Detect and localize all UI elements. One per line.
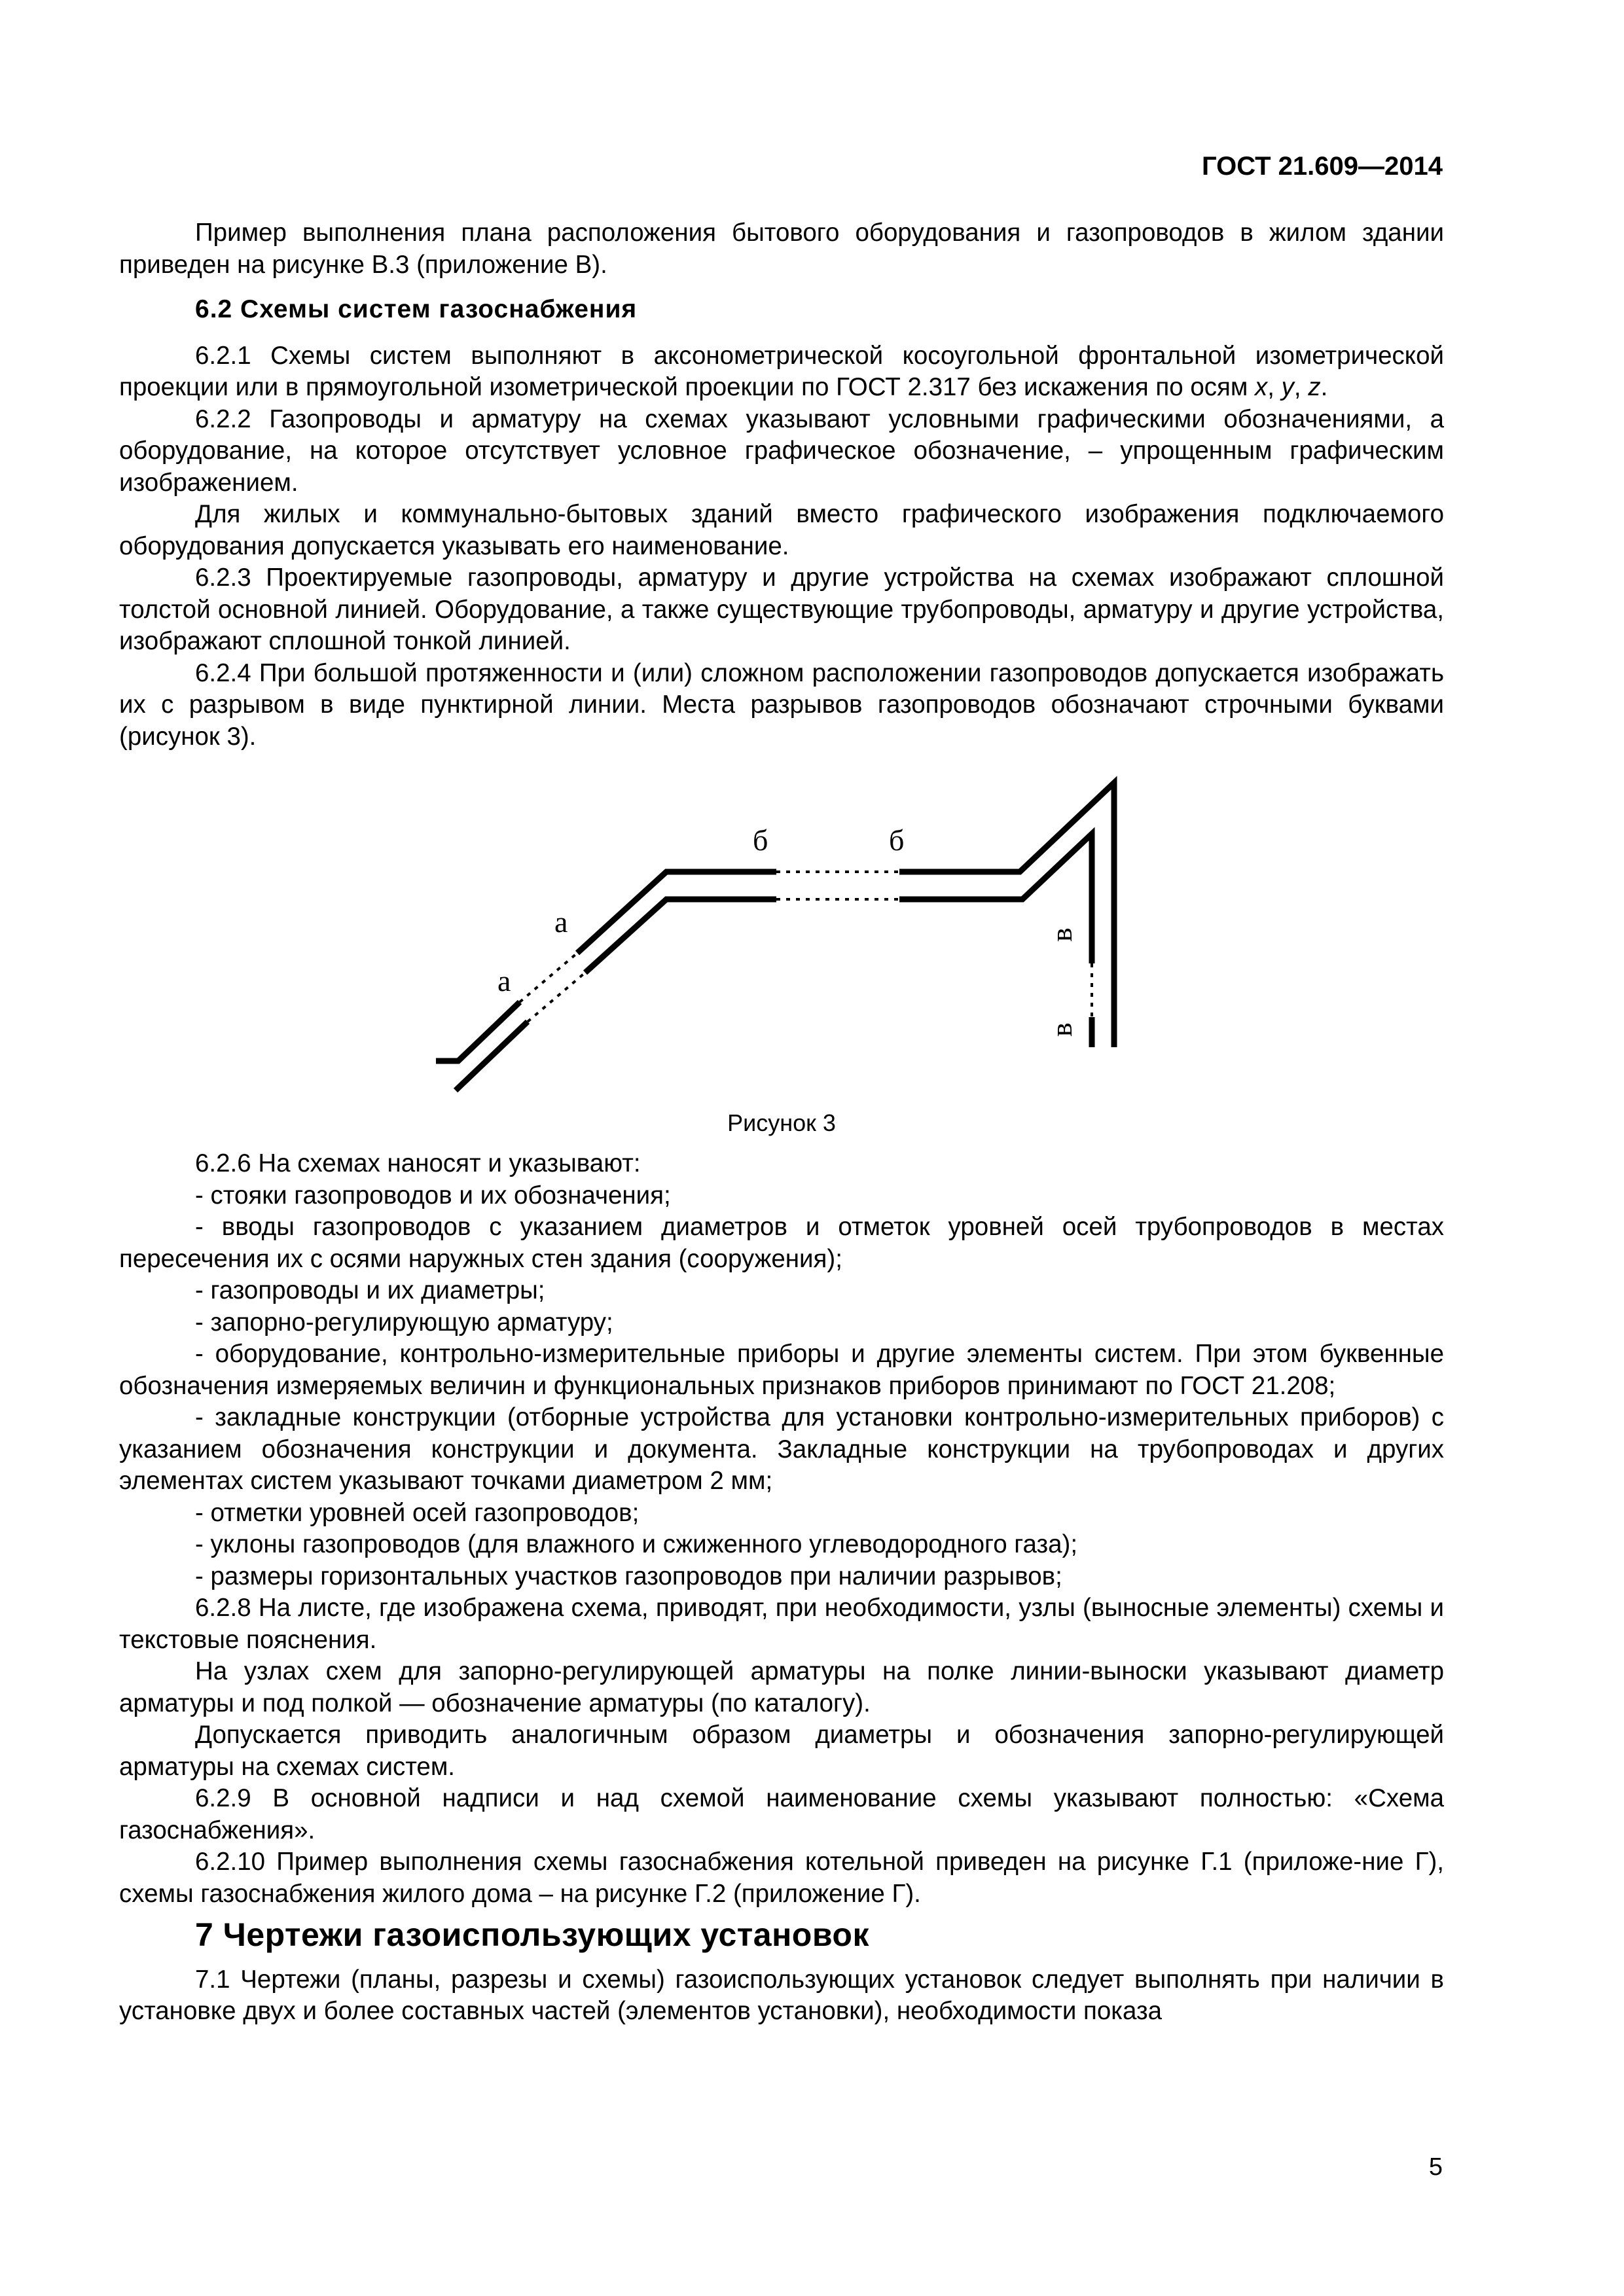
list-item-pipelines: - газопроводы и их диаметры;	[195, 1276, 545, 1304]
pipe-segment-right-inner	[899, 834, 1092, 963]
label-b-left: б	[753, 823, 768, 857]
pipe-segment-upper-left-top	[577, 872, 776, 953]
label-v-upper: в	[1045, 927, 1078, 942]
label-v-lower: в	[1045, 1022, 1078, 1037]
section-6-2-title: 6.2 Схемы систем газоснабжения	[195, 295, 638, 323]
paragraph-nodes: На узлах схем для запорно-регулирующей арматуры на полке линии-выноски указывают диаметр арматуры и под полкой — обозначение арматуры (по каталогу).	[119, 1657, 1444, 1717]
axis-x: x	[1255, 373, 1268, 401]
paragraph-6-2-1-text: 6.2.1 Схемы систем выполняют в аксонометрической косоугольной фронтальной изометрической проекции или в прямоугольной изометрической проекции по ГОСТ 2.317 без искажения по осям	[119, 341, 1444, 401]
list-item-embedded: - закладные конструкции (отборные устройства для установки контрольно-измерительных приборов) с указанием обозначения конструкции и документа. Закладные конструкции на трубопроводах и других элементах систем указывают точками диаметром 2 мм;	[119, 1403, 1444, 1495]
pipe-segment-upper-left-bottom	[585, 899, 776, 973]
paragraph-6-2-4: 6.2.4 При большой протяженности и (или) сложном расположении газопроводов допускается изображать их с разрывом в виде пунктирной линии. Места разрывов газопроводов обозначают строчными буквами (рисунок 3).	[119, 658, 1444, 751]
paragraph-6-2-8: 6.2.8 На листе, где изображена схема, приводят, при необходимости, узлы (выносные элементы) схемы и текстовые пояснения.	[119, 1594, 1444, 1654]
list-item-slopes: - уклоны газопроводов (для влажного и сжиженного углеводородного газа);	[195, 1530, 1078, 1558]
figure-3	[119, 762, 1444, 1148]
paragraph-6-2-2: 6.2.2 Газопроводы и арматуру на схемах указывают условными графическими обозначениями, а оборудование, на которое отсутствует условное графическое обозначение, – упрощенным графическим изображением.	[119, 404, 1444, 497]
figure-3-drawing	[119, 762, 1444, 1102]
list-item-inputs: - вводы газопроводов с указанием диаметров и отметок уровней осей трубопроводов в местах пересечения их с осями наружных стен здания (сооружения);	[119, 1213, 1444, 1273]
break-line-a-bottom	[528, 973, 585, 1022]
label-b-right: б	[889, 823, 905, 857]
paragraph-6-2-10: 6.2.10 Пример выполнения схемы газоснабжения котельной приведен на рисунке Г.1 (приложе-ние Г), схемы газоснабжения жилого дома – на рисунке Г.2 (приложение Г).	[119, 1848, 1444, 1908]
list-item-risers: - стояки газопроводов и их обозначения;	[195, 1181, 671, 1210]
list-item-dimensions: - размеры горизонтальных участков газопроводов при наличии разрывов;	[195, 1562, 1062, 1590]
paragraph-6-2-3: 6.2.3 Проектируемые газопроводы, арматуру и другие устройства на схемах изображают сплошной толстой основной линией. Оборудование, а также существующие трубопроводы, арматуру и другие устройства, изображают сплошной тонкой линией.	[119, 564, 1444, 655]
label-a-upper: а	[554, 905, 568, 939]
paragraph-plan-example: Пример выполнения плана расположения бытового оборудования и газопроводов в жилом здании приведен на рисунке В.3 (приложение В).	[119, 219, 1444, 279]
axis-y: y	[1281, 373, 1294, 401]
page-number: 5	[1428, 2153, 1443, 2181]
list-item-equipment: - оборудование, контрольно-измерительные приборы и другие элементы систем. При этом буквенные обозначения измеряемых величин и функциональных признаков приборов принимают по ГОСТ 21.208;	[119, 1340, 1444, 1400]
paragraph-6-2-1: 6.2.1 Схемы систем выполняют в аксонометрической косоугольной фронтальной изометрической проекции или в прямоугольной изометрической проекции по ГОСТ 2.317 без искажения по осям x, y, z.	[119, 341, 1444, 401]
section-7-title: 7 Чертежи газоиспользующих установок	[195, 1916, 869, 1953]
paragraph-6-2-6-intro: 6.2.6 На схемах наносят и указывают:	[195, 1149, 641, 1177]
list-item-levels: - отметки уровней осей газопроводов;	[195, 1498, 640, 1527]
paragraph-residential: Для жилых и коммунально-бытовых зданий вместо графического изображения подключаемого оборудования допускается указывать его наименование.	[119, 500, 1444, 560]
document-id-header: ГОСТ 21.609—2014	[1201, 152, 1443, 181]
list-item-valves: - запорно-регулирующую арматуру;	[195, 1308, 613, 1336]
axis-z: z	[1308, 373, 1321, 401]
pipe-segment-right-outer	[899, 783, 1114, 1047]
document-body	[119, 217, 1444, 2028]
figure-3-caption: Рисунок 3	[727, 1109, 836, 1136]
pipe-segment-lower-left-top	[436, 1002, 520, 1061]
break-line-a-top	[520, 953, 577, 1002]
paragraph-7-1: 7.1 Чертежи (планы, разрезы и схемы) газоиспользующих установок следует выполнять при наличии в установке двух и более составных частей (элементов установки), необходимости показа	[119, 1965, 1444, 2025]
paragraph-6-2-9: 6.2.9 В основной надписи и над схемой наименование схемы указывают полностью: «Схема газоснабжения».	[119, 1784, 1444, 1844]
paragraph-allowed: Допускается приводить аналогичным образом диаметры и обозначения запорно-регулирующей арматуры на схемах систем.	[119, 1721, 1444, 1781]
label-a-lower: а	[497, 964, 511, 997]
